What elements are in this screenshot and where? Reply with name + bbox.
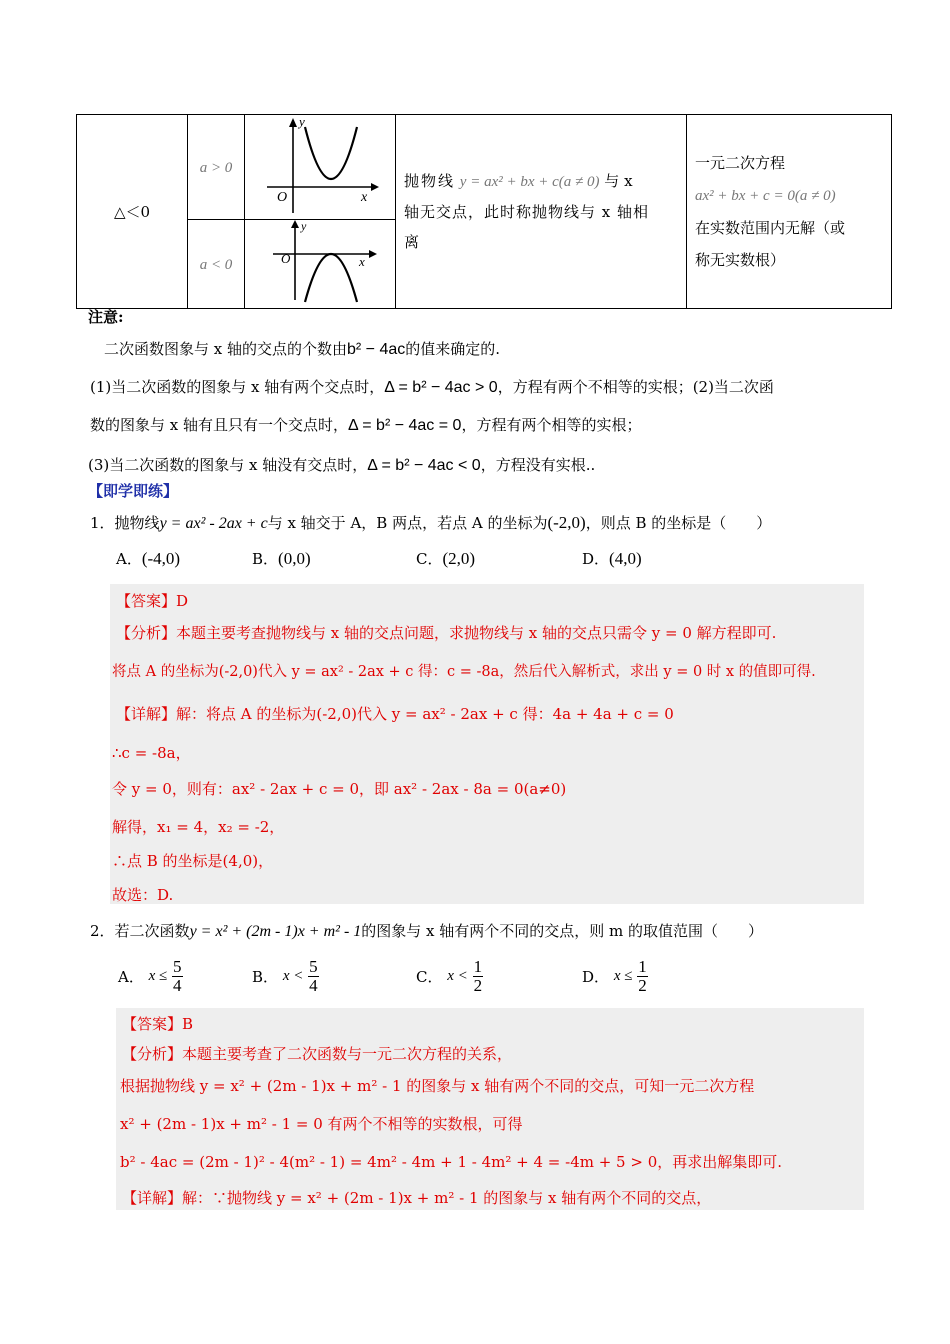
graph-pos-x: x <box>361 190 368 205</box>
note-title: 注意: <box>88 308 124 326</box>
note-line1-formula: b² − 4ac <box>347 341 406 358</box>
right-formula: ax² + bx + c = 0(a ≠ 0) <box>695 188 836 204</box>
note-line2 <box>90 376 774 397</box>
q1-text-b: 与 x 轴交于 A，B 两点，若点 A 的坐标为 <box>267 514 548 532</box>
note-line2-formula: Δ = b² − 4ac > 0 <box>384 379 498 396</box>
q2-option-a-label: A． <box>118 968 144 986</box>
q1-detail-2: ∴c = -8a， <box>112 744 191 762</box>
note-line1-text: 二次函数图象与 x 轴的交点的个数由 <box>104 340 347 358</box>
q2-text-b: 的图象与 x 轴有两个不同的交点，则 m 的取值范围（ ） <box>361 922 764 940</box>
q2-detail-1: 【详解】解：∵抛物线 y = x² + (2m - 1)x + m² - 1 的图象与 x 轴有两个不同的交点， <box>122 1189 712 1207</box>
q2-option-a-num: 5 <box>173 957 182 976</box>
q1-option-c-value: (2,0) <box>442 549 476 568</box>
middle-line2: 轴无交点，此时称抛物线与 x 轴相 <box>404 203 649 221</box>
graph-downward-parabola <box>245 220 395 304</box>
q2-option-a-den: 4 <box>173 976 182 995</box>
note-line4-end: ，方程没有实根.. <box>480 456 596 474</box>
q2-option-b-num: 5 <box>309 957 318 976</box>
q1-option-d[interactable] <box>582 548 642 569</box>
q2-option-c-den: 2 <box>473 976 483 995</box>
graph-neg-o: O <box>281 251 291 266</box>
right-line1: 一元二次方程 <box>695 154 786 172</box>
note-line3-formula: Δ = b² − 4ac = 0 <box>348 417 462 434</box>
note-line3 <box>90 414 641 435</box>
q1-detail-1: 【详解】解：将点 A 的坐标为(-2,0)代入 y = ax² - 2ax + c 得：4a + 4a + c = 0 <box>116 705 674 723</box>
q2-option-d-num: 1 <box>638 957 647 976</box>
q2-option-b[interactable] <box>252 958 319 995</box>
discriminant-table <box>76 114 892 309</box>
q2-option-a[interactable] <box>118 958 183 995</box>
q2-stem <box>90 920 763 941</box>
q2-option-a-rel: x ≤ <box>148 968 168 984</box>
q1-option-c-label: C． <box>416 550 443 568</box>
q1-text-a: 抛物线 <box>114 514 160 532</box>
q1-detail-3: 令 y = 0，则有：ax² - 2ax + c = 0，即 ax² - 2ax - 8a = 0(a≠0) <box>112 780 567 798</box>
q2-text-a: 若二次函数 <box>114 922 190 940</box>
middle-cell <box>396 115 687 309</box>
practice-title: 【即学即练】 <box>88 482 179 500</box>
q1-analysis-1: 【分析】本题主要考查抛物线与 x 轴的交点问题，求抛物线与 x 轴的交点只需令 y = 0 解方程即可. <box>116 624 777 642</box>
q1-detail-5: ∴点 B 的坐标是(4,0)， <box>112 852 274 870</box>
q2-analysis-3: x² + (2m - 1)x + m² - 1 = 0 有两个不相等的实数根，可得 <box>120 1115 523 1133</box>
q1-option-b[interactable] <box>252 548 311 569</box>
q2-option-c-num: 1 <box>473 957 483 976</box>
graph-neg-y: y <box>301 220 307 233</box>
graph-pos-cell <box>245 115 396 220</box>
q2-answer: 【答案】B <box>122 1015 194 1033</box>
q2-option-b-den: 4 <box>309 976 318 995</box>
note-line3-end: ，方程有两个相等的实根； <box>461 416 642 434</box>
q1-analysis-2: 将点 A 的坐标为(-2,0)代入 y = ax² - 2ax + c 得：c = -8a，然后代入解析式，求出 y = 0 时 x 的值即可得. <box>112 664 816 680</box>
cond-pos-label: a > 0 <box>199 159 233 176</box>
middle-prefix: 抛物线 <box>404 172 456 190</box>
q1-option-a-label: A． <box>116 550 142 568</box>
q2-number: 2． <box>90 922 115 940</box>
q2-analysis-2: 根据抛物线 y = x² + (2m - 1)x + m² - 1 的图象与 x 轴有两个不同的交点，可知一元二次方程 <box>120 1077 755 1095</box>
note-line4-formula: Δ = b² − 4ac < 0 <box>367 457 481 474</box>
q1-option-a[interactable] <box>116 548 180 569</box>
graph-neg-x: x <box>359 254 365 269</box>
q2-option-c[interactable] <box>416 958 483 995</box>
q1-option-c[interactable] <box>416 548 475 569</box>
q1-option-a-value: (-4,0) <box>141 549 181 568</box>
q2-formula: y = x² + (2m - 1)x + m² - 1 <box>189 923 362 940</box>
graph-neg-cell <box>245 220 396 309</box>
q1-text-c: ，则点 B 的坐标是（ ） <box>585 514 772 532</box>
q2-option-c-rel: x < <box>447 968 468 984</box>
q2-option-d-rel: x ≤ <box>613 968 633 984</box>
q2-option-c-label: C． <box>416 968 443 986</box>
cond-pos-cell <box>188 115 245 220</box>
middle-suffix: 与 x <box>604 172 633 190</box>
q2-option-d-label: D． <box>582 968 610 986</box>
q2-analysis-4: b² - 4ac = (2m - 1)² - 4(m² - 1) = 4m² - 4m + 1 - 4m² + 4 = -4m + 5 > 0，再求出解集即可. <box>120 1153 783 1171</box>
q1-coord: (-2,0) <box>547 513 586 532</box>
q1-option-b-value: (0,0) <box>278 549 311 568</box>
note-line4 <box>88 454 595 475</box>
note-line2-text: (1)当二次函数的图象与 x 轴有两个交点时， <box>90 378 385 396</box>
note-line1 <box>104 338 500 359</box>
graph-upward-parabola <box>245 115 395 215</box>
q1-answer: 【答案】D <box>116 592 189 610</box>
q1-detail-6: 故选：D. <box>112 886 174 904</box>
q1-detail-4: 解得，x₁ = 4，x₂ = -2， <box>112 818 285 836</box>
graph-pos-o: O <box>277 190 288 205</box>
note-line1-end: 的值来确定的. <box>405 340 501 358</box>
right-line3: 在实数范围内无解（或 <box>695 219 846 237</box>
q1-option-d-value: (4,0) <box>609 549 642 568</box>
cond-neg-cell <box>188 220 245 309</box>
q1-option-d-label: D． <box>582 550 610 568</box>
right-cell <box>687 115 892 309</box>
q1-number: 1． <box>90 514 115 532</box>
note-line4-text: (3)当二次函数的图象与 x 轴没有交点时， <box>88 456 368 474</box>
q1-option-b-label: B． <box>252 550 279 568</box>
delta-cell <box>77 115 188 309</box>
delta-label: △＜0 <box>113 203 151 221</box>
q2-option-b-label: B． <box>252 968 279 986</box>
q1-formula: y = ax² - 2ax + c <box>159 515 268 532</box>
middle-line3: 离 <box>404 233 420 251</box>
note-line3-text: 数的图象与 x 轴有且只有一个交点时， <box>90 416 348 434</box>
middle-formula: y = ax² + bx + c(a ≠ 0) <box>459 174 600 190</box>
q2-analysis-1: 【分析】本题主要考查了二次函数与一元二次方程的关系， <box>122 1045 513 1063</box>
graph-pos-y: y <box>299 115 305 129</box>
q1-stem <box>90 512 771 533</box>
q2-option-d[interactable] <box>582 958 648 995</box>
q2-option-d-den: 2 <box>638 976 647 995</box>
note-line2-end: ，方程有两个不相等的实根；(2)当二次函 <box>497 378 774 396</box>
right-line4: 称无实数根） <box>695 251 786 269</box>
cond-neg-label: a < 0 <box>199 256 233 273</box>
q2-solution-box <box>116 1008 864 1210</box>
q2-option-b-rel: x < <box>282 968 304 984</box>
